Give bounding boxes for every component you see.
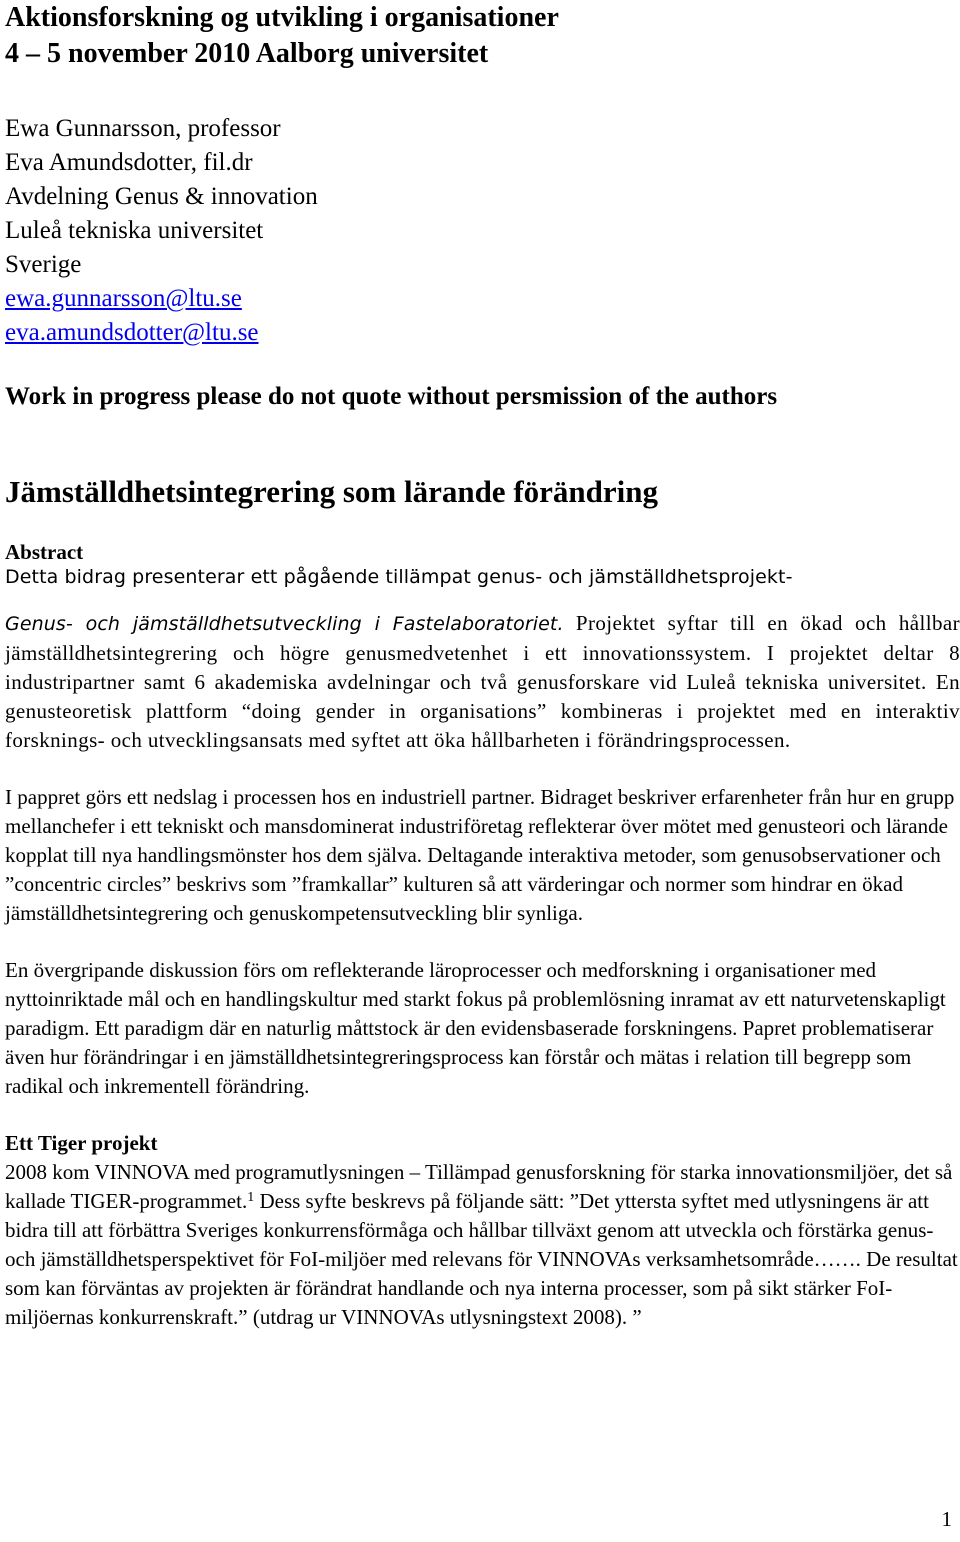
work-in-progress-note: Work in progress please do not quote without persmission of the authors <box>5 383 778 410</box>
country-line: Sverige <box>5 251 82 278</box>
body-paragraph-2: En övergripande diskussion förs om reflekterande läroprocesser och medforskning i organisationer med nyttoinriktade mål och en handlingskultur med starkt fokus på problemlösning inramat av ett naturvetenskapligt paradigm. Ett paradigm där en naturlig måttstock är den evidensbaserade forskningens. Papret problematiserar även hur förändringar i en jämställdhetsintegreringsprocess kan förstår och mätas i relation till begrepp som radikal och inkrementell förändring. <box>5 957 946 1098</box>
project-title: Genus- och jämställdhetsutveckling i Fastelaboratoriet. <box>5 612 564 635</box>
page-number: 1 <box>941 1507 952 1531</box>
email-link-amundsdotter[interactable]: eva.amundsdotter@ltu.se <box>5 319 259 346</box>
abstract-label: Abstract <box>5 539 84 564</box>
main-heading: Jämställdhetsintegrering som lärande förändring <box>5 474 658 509</box>
document-title: Aktionsforskning og utvikling i organisationer <box>5 2 559 33</box>
tiger-paragraph <box>5 1158 960 1332</box>
abstract-paragraph <box>5 609 960 755</box>
footnote-reference[interactable]: 1 <box>247 1189 255 1205</box>
section-heading-tiger: Ett Tiger projekt <box>5 1130 158 1155</box>
affiliation-line: Avdelning Genus & innovation <box>5 183 318 210</box>
affiliation-line: Luleå tekniska universitet <box>5 217 264 244</box>
abstract-lead: Detta bidrag presenterar ett pågående tillämpat genus- och jämställdhetsprojekt- <box>5 565 793 588</box>
author-block <box>5 112 960 350</box>
document-page <box>5 0 960 1332</box>
body-paragraph-1: I pappret görs ett nedslag i processen hos en industriell partner. Bidraget beskriver erfarenheter från hur en grupp mellanchefer i ett tekniskt och mansdominerat industriföretag reflekterar över mötet med genusteori och lärande kopplat till nya handlingsmönster hos dem själva. Deltagande interaktiva metoder, som genusobservationer och ”concentric circles” beskrivs som ”framkallar” kulturen så att värderingar och normer som hindrar en ökad jämställdhetsintegrering och genuskompetensutveckling blir synliga. <box>5 784 955 925</box>
email-link-gunnarsson[interactable]: ewa.gunnarsson@ltu.se <box>5 285 242 312</box>
conference-date-line: 4 – 5 november 2010 Aalborg universitet <box>5 38 489 69</box>
tiger-text-b: Dess syfte beskrevs på följande sätt: ”Det yttersta syftet med utlysningens är att bidra till att förbättra Sveriges konkurrensförmåga och hållbar tillväxt genom att utveckla och förstärka genus- och jämställdhetsperspektivet för FoI-miljöer med relevans för VINNOVAs verksamhetsområde……. De resultat som kan förväntas av projekten är förändrat handlande och nya interna processer, som på sikt stärker FoI-miljöernas konkurrenskraft.” (utdrag ur VINNOVAs utlysningstext 2008). ” <box>5 1188 958 1329</box>
author-line: Eva Amundsdotter, fil.dr <box>5 149 253 176</box>
tiger-text-a: 2008 kom VINNOVA med programutlysningen – Tillämpad genusforskning för starka innovationsmiljöer, det så kallade TIGER-programmet. <box>5 1159 953 1213</box>
author-line: Ewa Gunnarsson, professor <box>5 115 281 142</box>
abstract-body: Projektet syftar till en ökad och hållbar jämställdhetsintegrering och högre genusmedvetenhet i ett innovationssystem. I projektet deltar 8 industripartner samt 6 akademiska avdelningar och två genusforskare vid Luleå tekniska universitet. En genusteoretisk plattform “doing gender in organisations” kombineras i projektet med en interaktiv forsknings- och utvecklingsansats med syftet att öka hållbarheten i förändringsprocessen. <box>5 610 960 752</box>
